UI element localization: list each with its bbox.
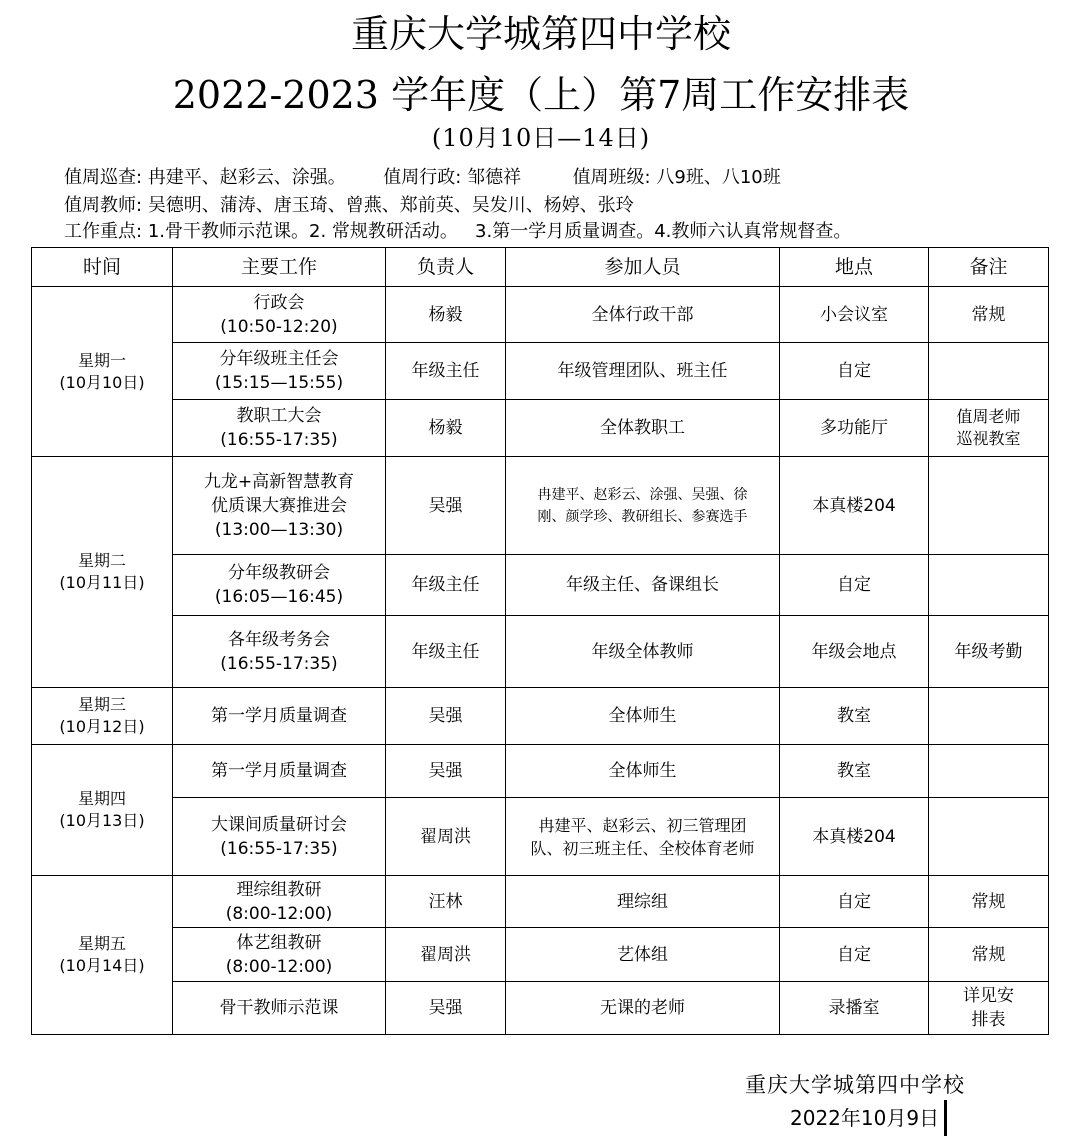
owner-cell: 年级主任: [386, 616, 506, 688]
work-cell: 分年级班主任会 (15:15—15:55): [173, 343, 386, 400]
location-cell: 自定: [780, 343, 929, 400]
patrol-names: 冉建平、赵彩云、涂强。: [147, 167, 346, 188]
table-row: [32, 798, 1049, 876]
owner-cell: 汪林: [386, 876, 506, 928]
focus-text: 1.骨干教师示范课。2. 常规教研活动。 3.第一学月质量调查。4.教师六认真常规督查。: [147, 221, 852, 242]
location-cell: 教室: [780, 688, 929, 745]
work-cell: 行政会 (10:50-12:20): [173, 287, 386, 343]
owner-cell: 翟周洪: [386, 928, 506, 982]
table-row: [32, 616, 1049, 688]
work-cell: 分年级教研会 (16:05—16:45): [173, 555, 386, 616]
table-row: [32, 928, 1049, 982]
work-cell: 骨干教师示范课: [173, 982, 386, 1035]
owner-cell: 吴强: [386, 688, 506, 745]
header-location: 地点: [780, 248, 929, 287]
location-cell: 教室: [780, 745, 929, 798]
table-row: [32, 876, 1049, 928]
note-cell: 值周老师 巡视教室: [929, 400, 1049, 457]
participants-cell: 年级管理团队、班主任: [506, 343, 780, 400]
note-cell: [929, 798, 1049, 876]
patrol-label: 值周巡查:: [64, 167, 143, 188]
note-cell: 常规: [929, 928, 1049, 982]
work-cell: 九龙+高新智慧教育 优质课大赛推进会 (13:00—13:30): [173, 457, 386, 555]
class-label: 值周班级:: [572, 167, 651, 188]
note-cell: [929, 555, 1049, 616]
table-row: [32, 343, 1049, 400]
note-cell: [929, 457, 1049, 555]
note-cell: [929, 745, 1049, 798]
table-row: [32, 688, 1049, 745]
header-time: 时间: [32, 248, 173, 287]
work-cell: 各年级考务会 (16:55-17:35): [173, 616, 386, 688]
participants-cell: 冉建平、赵彩云、初三管理团 队、初三班主任、全校体育老师: [506, 798, 780, 876]
table-row: [32, 745, 1049, 798]
participants-cell: 全体教职工: [506, 400, 780, 457]
teacher-label: 值周教师:: [64, 195, 143, 216]
owner-cell: 杨毅: [386, 400, 506, 457]
table-row: [32, 287, 1049, 343]
work-cell: 教职工大会 (16:55-17:35): [173, 400, 386, 457]
location-cell: 小会议室: [780, 287, 929, 343]
owner-cell: 翟周洪: [386, 798, 506, 876]
day-cell-tuesday: 星期二 (10月11日): [32, 457, 173, 688]
work-cell: 第一学月质量调查: [173, 688, 386, 745]
day-cell-friday: 星期五 (10月14日): [32, 876, 173, 1035]
focus-label: 工作重点:: [64, 221, 143, 242]
date-range: (10月10日—14日): [431, 124, 651, 152]
owner-cell: 年级主任: [386, 343, 506, 400]
note-cell: 详见安 排表: [929, 982, 1049, 1035]
owner-cell: 杨毅: [386, 287, 506, 343]
location-cell: 自定: [780, 876, 929, 928]
footer-school: 重庆大学城第四中学校: [745, 1073, 965, 1097]
teacher-names: 吴德明、蒲涛、唐玉琦、曾燕、郑前英、吴发川、杨婷、张玲: [147, 195, 634, 216]
note-cell: 年级考勤: [929, 616, 1049, 688]
work-cell: 大课间质量研讨会 (16:55-17:35): [173, 798, 386, 876]
day-cell-monday: 星期一 (10月10日): [32, 287, 173, 457]
owner-cell: 年级主任: [386, 555, 506, 616]
location-cell: 自定: [780, 555, 929, 616]
location-cell: 录播室: [780, 982, 929, 1035]
owner-cell: 吴强: [386, 745, 506, 798]
note-cell: [929, 343, 1049, 400]
text-cursor: [944, 1100, 947, 1136]
header-owner: 负责人: [386, 248, 506, 287]
table-row: [32, 457, 1049, 555]
footer-date: 2022年10月9日: [790, 1106, 940, 1130]
duty-teacher-line: [64, 194, 634, 218]
participants-cell: 全体行政干部: [506, 287, 780, 343]
participants-cell: 冉建平、赵彩云、涂强、吴强、徐 刚、颜学珍、教研组长、参赛选手: [506, 457, 780, 555]
table-row: [32, 400, 1049, 457]
table-row: [32, 982, 1049, 1035]
duty-info-line: [64, 166, 781, 190]
day-cell-wednesday: 星期三 (10月12日): [32, 688, 173, 745]
day-cell-thursday: 星期四 (10月13日): [32, 745, 173, 876]
location-cell: 年级会地点: [780, 616, 929, 688]
participants-cell: 年级主任、备课组长: [506, 555, 780, 616]
participants-cell: 全体师生: [506, 745, 780, 798]
note-cell: 常规: [929, 287, 1049, 343]
owner-cell: 吴强: [386, 457, 506, 555]
participants-cell: 理综组: [506, 876, 780, 928]
participants-cell: 艺体组: [506, 928, 780, 982]
table-row: [32, 555, 1049, 616]
work-cell: 体艺组教研 (8:00-12:00): [173, 928, 386, 982]
note-cell: 常规: [929, 876, 1049, 928]
location-cell: 多功能厅: [780, 400, 929, 457]
note-cell: [929, 688, 1049, 745]
schedule-table: [31, 247, 1049, 1035]
document-title: 重庆大学城第四中学校: [350, 12, 731, 56]
header-participants: 参加人员: [506, 248, 780, 287]
work-focus-line: [64, 220, 851, 244]
table-header-row: [32, 248, 1049, 287]
location-cell: 本真楼204: [780, 457, 929, 555]
admin-label: 值周行政:: [383, 167, 462, 188]
admin-name: 邹德祥: [467, 167, 522, 188]
header-note: 备注: [929, 248, 1049, 287]
participants-cell: 无课的老师: [506, 982, 780, 1035]
header-work: 主要工作: [173, 248, 386, 287]
owner-cell: 吴强: [386, 982, 506, 1035]
participants-cell: 全体师生: [506, 688, 780, 745]
class-names: 八9班、八10班: [656, 167, 781, 188]
document-subtitle: 2022-2023 学年度（上）第7周工作安排表: [172, 73, 910, 117]
work-cell: 理综组教研 (8:00-12:00): [173, 876, 386, 928]
participants-cell: 年级全体教师: [506, 616, 780, 688]
location-cell: 本真楼204: [780, 798, 929, 876]
work-cell: 第一学月质量调查: [173, 745, 386, 798]
location-cell: 自定: [780, 928, 929, 982]
